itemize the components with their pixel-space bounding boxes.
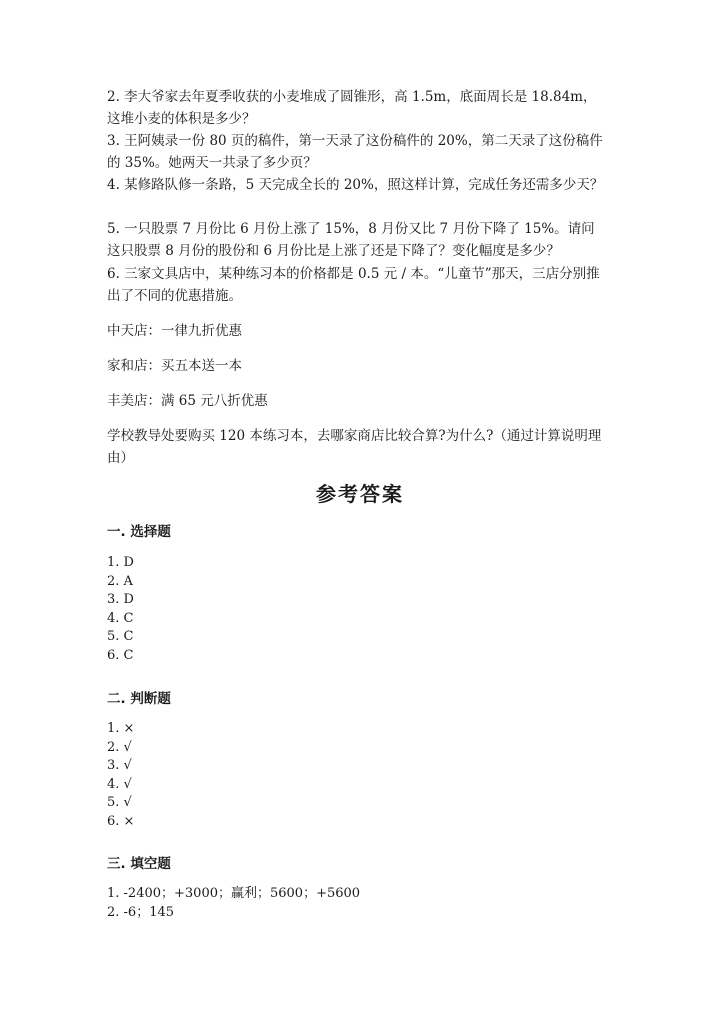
judge-answer-list (107, 720, 134, 831)
question-6-intro: 6. 三家文具店中，某种练习本的价格都是 0.5 元 / 本。“儿童节”那天，三店分别推出了不同的优惠措施。 (107, 266, 600, 304)
list-item: 5. √ (107, 795, 132, 810)
list-item: 6. C (107, 647, 134, 663)
list-item: 3. D (107, 592, 134, 607)
list-item: 3. √ (107, 758, 132, 773)
list-item: 4. √ (107, 776, 132, 792)
list-item: 4. C (107, 610, 134, 626)
list-item: 1. -2400；+3000；赢利；5600；+5600 (107, 886, 361, 901)
question-6-prompt: 学校教导处要购买 120 本练习本，去哪家商店比较合算?为什么?（通过计算说明理由） (107, 428, 602, 466)
fill-answer-list (107, 885, 360, 922)
list-item: 2. -6；145 (107, 904, 175, 920)
question-3: 3. 王阿姨录一份 80 页的稿件，第一天录了这份稿件的 20%，第二天录了这份稿件的 35%。她两天一共录了多少页？ (107, 133, 603, 171)
question-4: 4. 某修路队修一条路，5 天完成全长的 20%，照这样计算，完成任务还需多少天？ (107, 177, 604, 193)
answer-title: 参考答案 (316, 482, 404, 506)
store-jiahe: 家和店：买五本送一本 (107, 358, 242, 374)
list-item: 6. × (107, 813, 135, 829)
store-fengmei: 丰美店：满 65 元八折优惠 (107, 393, 268, 409)
list-item: 1. × (107, 721, 135, 736)
section-fill-heading: 三. 填空题 (107, 856, 171, 872)
question-2: 2. 李大爷家去年夏季收获的小麦堆成了圆锥形，高 1.5m，底面周长是 18.84m，这堆小麦的体积是多少？ (107, 89, 597, 127)
list-item: 2. A (107, 573, 133, 589)
list-item: 2. √ (107, 739, 132, 755)
choice-answer-list (107, 554, 134, 665)
section-judge-heading: 二. 判断题 (107, 691, 171, 707)
question-5: 5. 一只股票 7 月份比 6 月份上涨了 15%，8 月份又比 7 月份下降了 15%。请问这只股票 8 月份的股份和 6 月份比是上涨了还是下降了？变化幅度是多少？ (107, 221, 595, 259)
store-zhongtian: 中天店：一律九折优惠 (107, 323, 242, 339)
list-item: 5. C (107, 629, 134, 644)
list-item: 1. D (107, 555, 134, 570)
section-choice-heading: 一. 选择题 (107, 524, 171, 540)
